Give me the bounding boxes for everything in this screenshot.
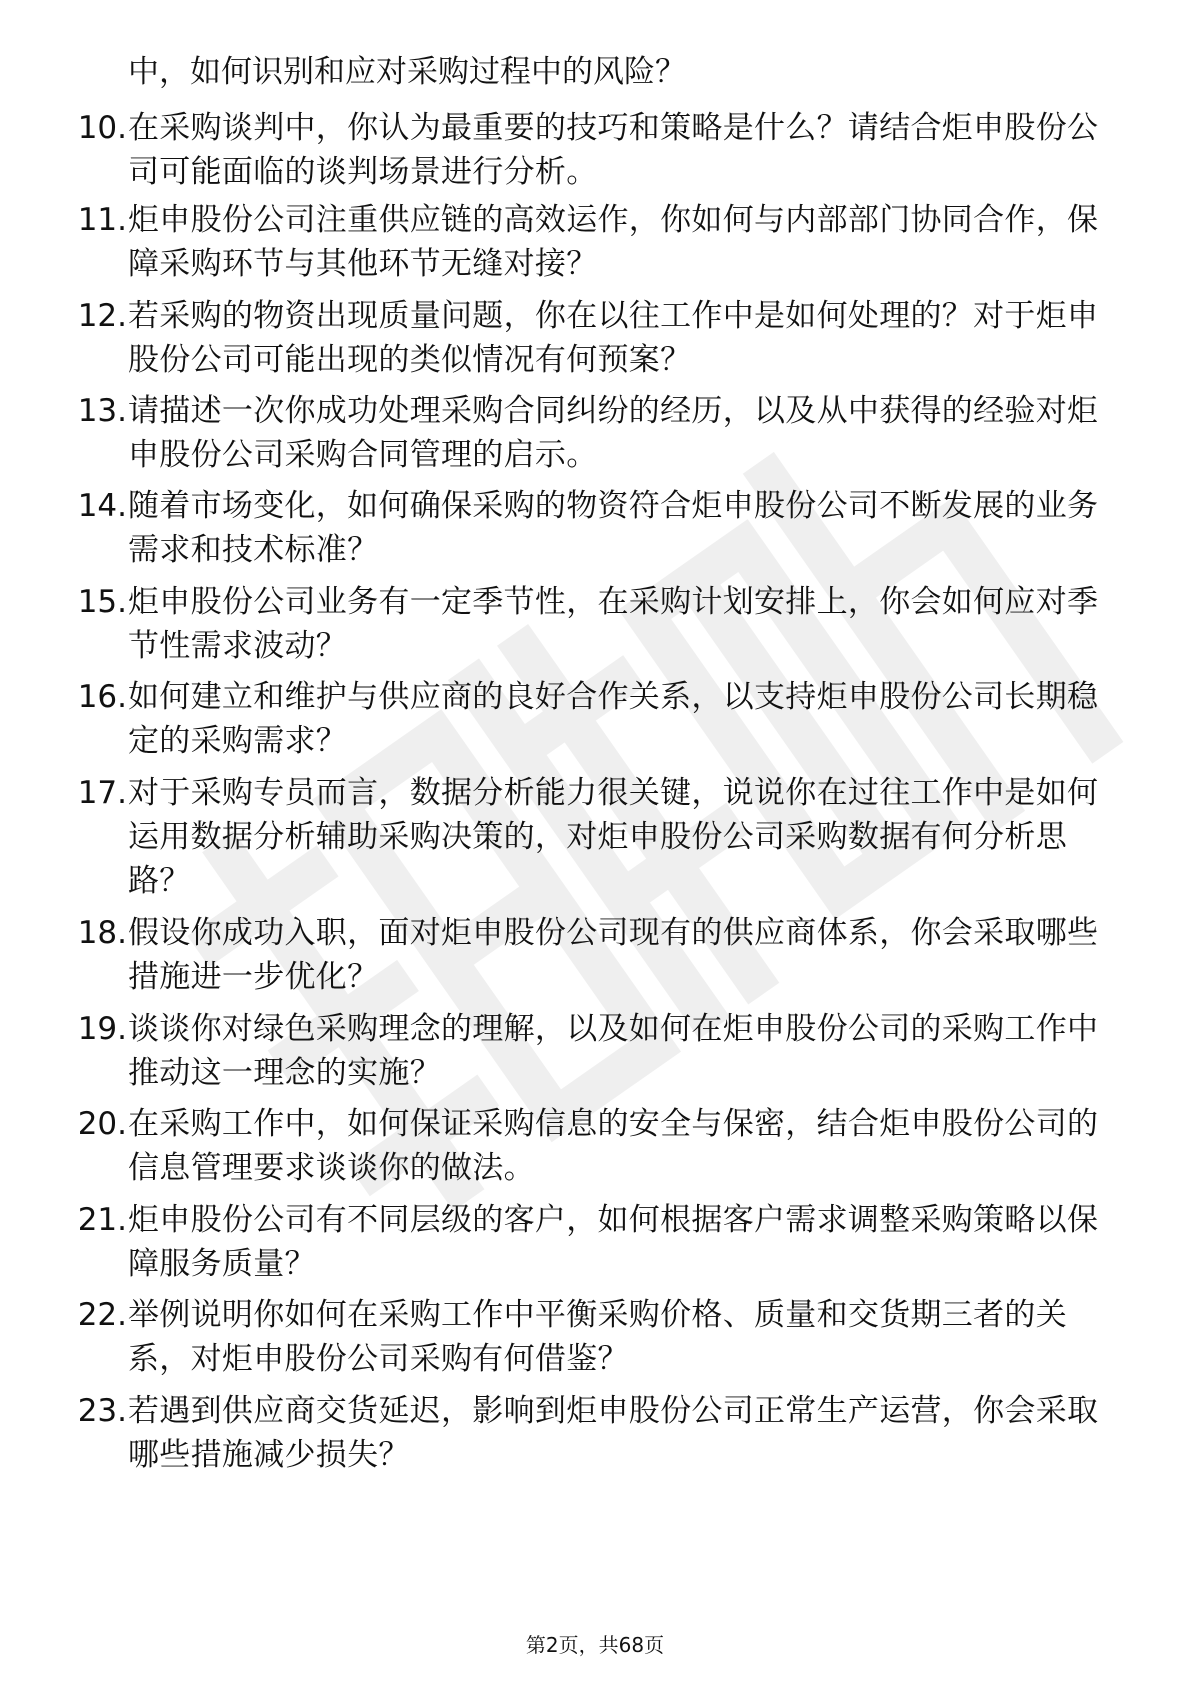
page-footer: 第2页，共68页 [525,1633,665,1657]
question-text: 在采购谈判中，你认为最重要的技巧和策略是什么？请结合炬申股份公司可能面临的谈判场景进行分析。 [128,110,1099,190]
question-number: 11. [77,202,127,238]
question-text: 如何建立和维护与供应商的良好合作关系，以支持炬申股份公司长期稳定的采购需求？ [128,679,1099,759]
question-number: 23. [77,1393,127,1429]
question-text: 若采购的物资出现质量问题，你在以往工作中是如何处理的？对于炬申股份公司可能出现的类似情况有何预案？ [128,298,1099,378]
question-number: 21. [77,1202,127,1238]
question-number: 18. [77,915,127,951]
question-text: 在采购工作中，如何保证采购信息的安全与保密，结合炬申股份公司的信息管理要求谈谈你的做法。 [128,1106,1099,1186]
question-number: 13. [77,393,127,429]
continued-question-text: 中，如何识别和应对采购过程中的风险？ [128,54,686,90]
question-number: 16. [77,679,127,715]
question-number: 10. [77,110,127,146]
question-number: 12. [77,298,127,334]
question-text: 举例说明你如何在采购工作中平衡采购价格、质量和交货期三者的关系，对炬申股份公司采购有何借鉴？ [128,1297,1067,1377]
question-text: 请描述一次你成功处理采购合同纠纷的经历，以及从中获得的经验对炬申股份公司采购合同管理的启示。 [128,393,1099,473]
question-number: 22. [77,1297,127,1333]
question-number: 20. [77,1106,127,1142]
question-text: 若遇到供应商交货延迟，影响到炬申股份公司正常生产运营，你会采取哪些措施减少损失？ [128,1393,1099,1473]
question-text: 随着市场变化，如何确保采购的物资符合炬申股份公司不断发展的业务需求和技术标准？ [128,488,1099,568]
question-text: 炬申股份公司业务有一定季节性，在采购计划安排上，你会如何应对季节性需求波动？ [128,584,1099,664]
question-text: 假设你成功入职，面对炬申股份公司现有的供应商体系，你会采取哪些措施进一步优化？ [128,915,1099,995]
question-text: 炬申股份公司注重供应链的高效运作，你如何与内部部门协同合作，保障采购环节与其他环节无缝对接？ [128,202,1099,282]
question-number: 17. [77,775,127,811]
question-text: 对于采购专员而言，数据分析能力很关键，说说你在过往工作中是如何运用数据分析辅助采购决策的，对炬申股份公司采购数据有何分析思路？ [128,775,1099,899]
question-text: 谈谈你对绿色采购理念的理解，以及如何在炬申股份公司的采购工作中推动这一理念的实施？ [128,1011,1099,1091]
question-number: 19. [77,1011,127,1047]
question-text: 炬申股份公司有不同层级的客户，如何根据客户需求调整采购策略以保障服务质量？ [128,1202,1099,1282]
question-number: 15. [77,584,127,620]
question-number: 14. [77,488,127,524]
